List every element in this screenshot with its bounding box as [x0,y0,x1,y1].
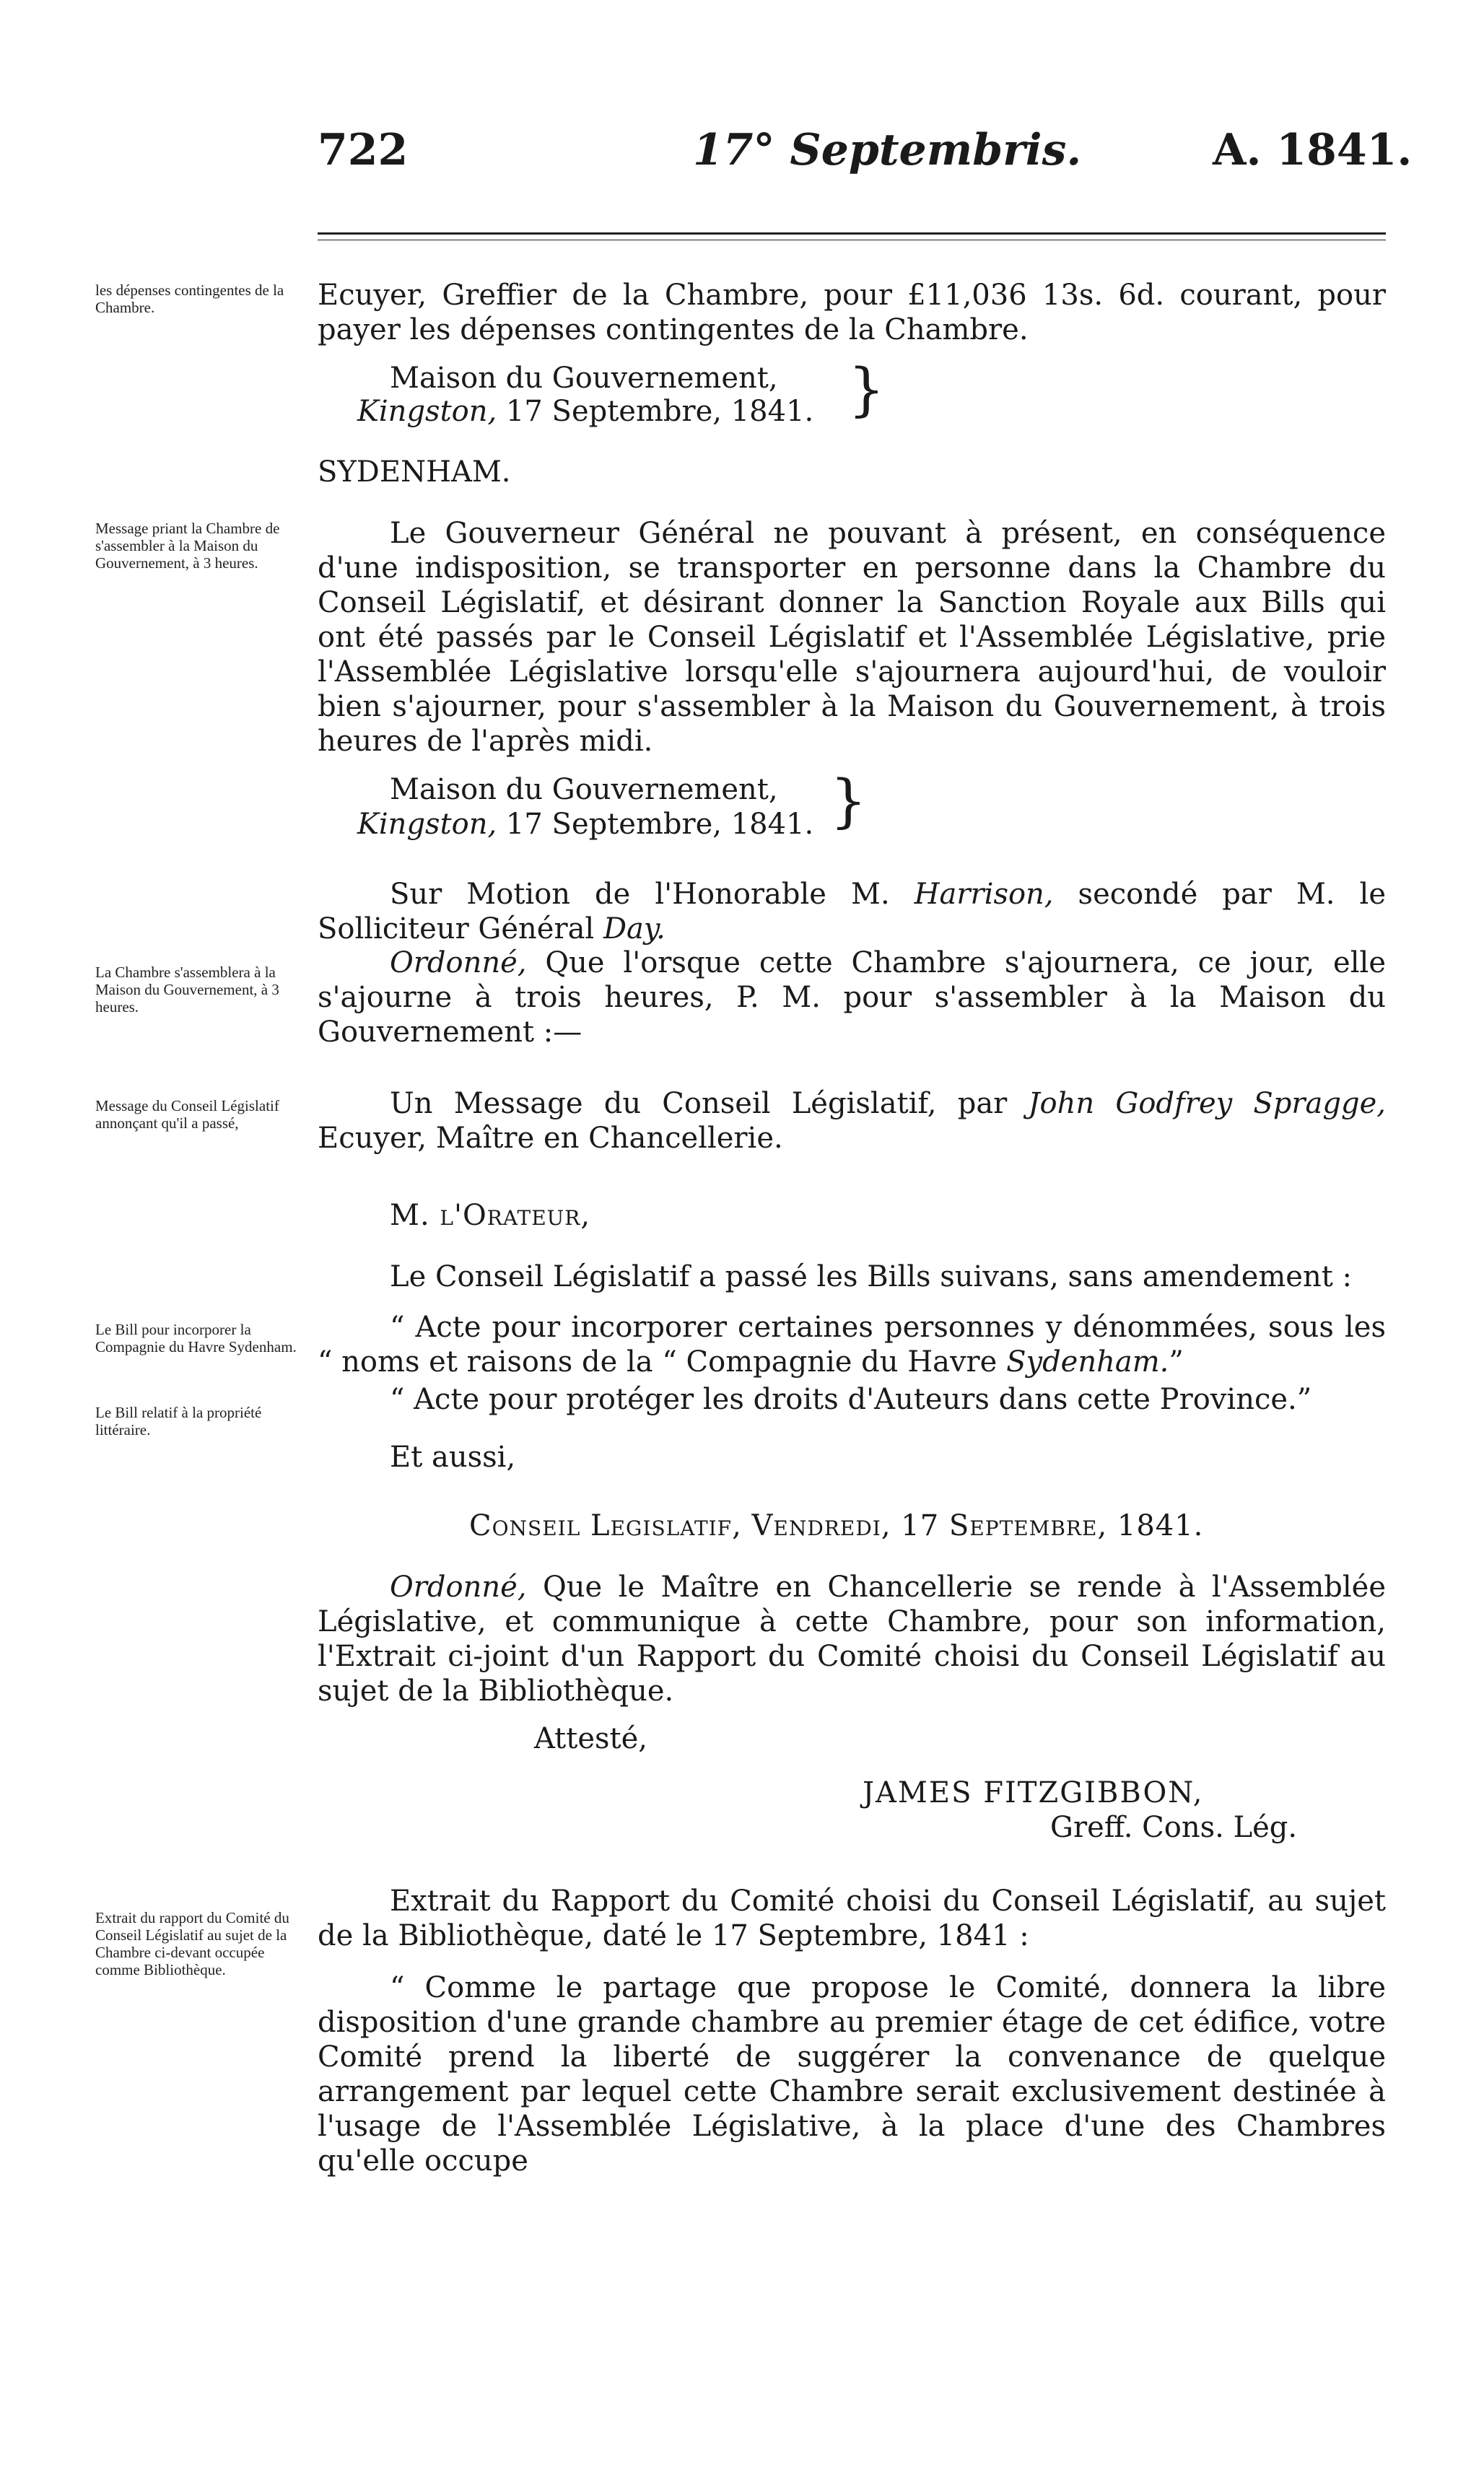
text-run: Ecuyer, Maître en Chancellerie. [318,1122,783,1155]
bill-item: “ Acte pour protéger les droits d'Auteurs dans cette Province.” [390,1383,1312,1416]
page-number: 722 [318,125,409,175]
person-name: Day. [603,912,665,946]
text-run: ” [1169,1345,1184,1379]
paragraph: Ecuyer, Greffier de la Chambre, pour £11,036 13s. 6d. courant, pour payer les dépenses contingentes de la Chambre. [318,279,1386,346]
person-name: John Godfrey Spragge, [1028,1087,1386,1120]
text-run: secondé par M. le Solliciteur Général [318,878,1386,946]
place-date: 17 Septembre, 1841. [505,395,814,428]
text-run: Un Message du Conseil Législatif, par [390,1087,1029,1120]
place-line [357,807,813,842]
paragraph [318,1086,1386,1156]
bill-item [318,1310,1386,1379]
person-name: Harrison, [914,878,1054,911]
ordered-label: Ordonné, [390,1571,527,1604]
place-line [357,394,813,429]
paragraph: Le Conseil Législatif a passé les Bills suivans, sans amendement : [390,1260,1353,1293]
paragraph: “ Comme le partage que propose le Comité, donnera la libre disposition d'une grande chambre au premier étage de cet édifice, votre Comité prend la liberté de suggérer la convenance de quelque arrangement par lequel cette Chambre serait exclusivement destinée à l'usage de l'Assemblée Législative, à la place d'une des Chambres qu'elle occupe [318,1971,1386,2178]
margin-note: Le Bill pour incorporer la Compagnie du Havre Sydenham. [95,1321,297,1355]
signature: JAMES FITZGIBBON, [863,1776,1204,1809]
header-rule [318,232,1386,235]
place-line: Maison du Gouvernement, [390,362,778,395]
paragraph: Et aussi, [390,1441,516,1474]
margin-note: Extrait du rapport du Comité du Conseil Législatif au sujet de la Chambre ci-devant occupée comme Bibliothèque. [95,1909,289,1978]
salutation: M. l'Orateur, [390,1199,591,1232]
ordered-label: Ordonné, [390,946,527,979]
paragraph [318,877,1386,946]
brace: } [848,356,885,423]
margin-note: les dépenses contingentes de la Chambre. [95,281,284,316]
place-city: Kingston, [357,808,497,841]
signature: SYDENHAM. [318,455,511,489]
paragraph [318,946,1386,1049]
company-name: Sydenham. [1006,1345,1169,1379]
paragraph: Le Gouverneur Général ne pouvant à présent, en conséquence d'une indisposition, se transporter en personne dans la Chambre du Conseil Législatif, et désirant donner la Sanction Royale aux Bills qui ont été passés par le Conseil Législatif et l'Assemblée Législative, prie l'Assemblée Législative lorsqu'elle s'ajournera aujourd'hui, de vouloir bien s'ajourner, pour s'assembler à la Maison du Gouvernement, à trois heures de l'après midi. [318,517,1386,758]
margin-note: Message du Conseil Législatif annonçant qu'il a passé, [95,1097,279,1132]
place-date: 17 Septembre, 1841. [505,808,814,841]
text-run: Que l'orsque cette Chambre s'ajournera, ce jour, elle s'ajourne à trois heures, P. M. pour s'assembler à la Maison du Gouvernement :— [318,946,1386,1049]
paragraph [318,1570,1386,1708]
margin-note: Message priant la Chambre de s'assembler à la Maison du Gouvernement, à 3 heures. [95,520,280,572]
place-city: Kingston, [357,395,497,428]
place-line: Maison du Gouvernement, [390,773,778,806]
running-date: 17° Septembris. [693,125,1082,175]
margin-note: Le Bill relatif à la propriété littéraire. [95,1404,262,1438]
attestation: Attesté, [534,1722,647,1755]
paragraph: Extrait du Rapport du Comité choisi du Conseil Législatif, au sujet de la Bibliothèque, daté le 17 Septembre, 1841 : [318,1885,1386,1952]
running-year: A. 1841. [1213,125,1413,175]
section-heading: Conseil Legislatif, Vendredi, 17 Septembre, 1841. [469,1509,1204,1542]
text-run: Sur Motion de l'Honorable M. [390,878,915,911]
brace: } [830,767,867,834]
text-run: “ Acte pour incorporer certaines personnes y dénommées, sous les “ noms et raisons de la “ Compagnie du Havre [318,1311,1386,1379]
text-run: Que le Maître en Chancellerie se rende à l'Assemblée Législative, et communique à cette Chambre, pour son information, l'Extrait ci-joint d'un Rapport du Comité choisi du Conseil Législatif au sujet de la Bibliothèque. [318,1571,1386,1708]
signature-title: Greff. Cons. Lég. [1050,1811,1298,1844]
margin-note: La Chambre s'assemblera à la Maison du Gouvernement, à 3 heures. [95,964,279,1016]
